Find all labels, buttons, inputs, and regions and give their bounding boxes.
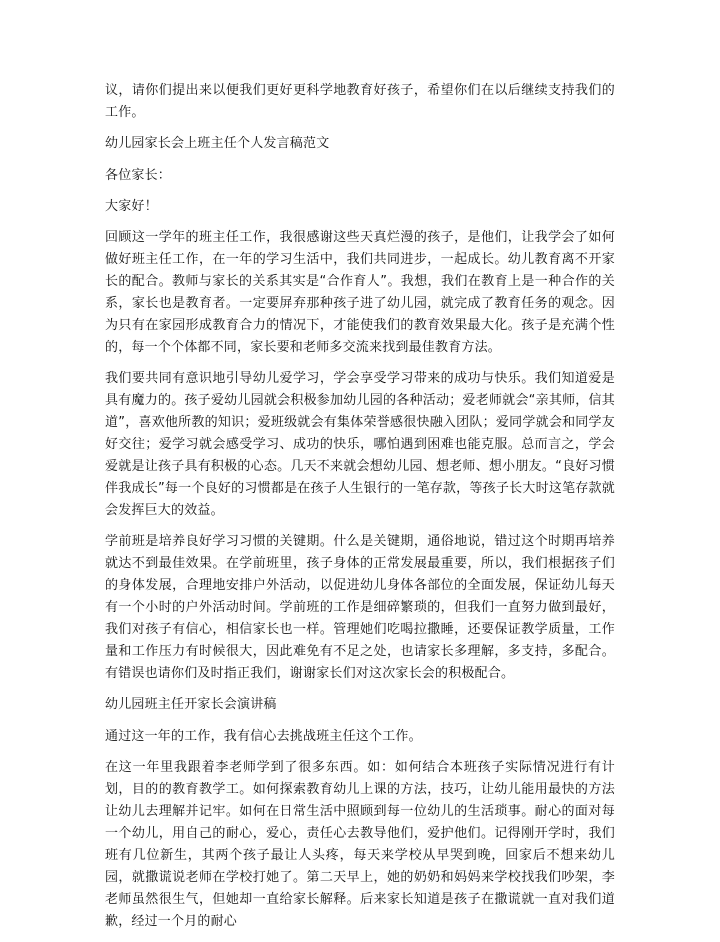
paragraph-love-learning: 我们要共同有意识地引导幼儿爱学习，学会享受学习带来的成功与快乐。我们知道爱是具有魔力的。孩子爱幼儿园就会积极参加幼儿园的各种活动；爱老师就会“亲其师，信其道”，喜欢他所教的知识；爱班级就会有集体荣誉感很快融入团队；爱同学就会和同学友好交往；爱学习就会感受学习、成功的快乐，哪怕遇到困难也能克服。总而言之，学会爱就是让孩子具有积极的心态。几天不来就会想幼儿园、想老师、想小朋友。“良好习惯伴我成长”每一个良好的习惯都是在孩子人生银行的一笔存款，等孩子长大时这笔存款就会发挥巨大的效益。 — [105, 371, 615, 518]
paragraph-learning-year: 在这一年里我跟着李老师学到了很多东西。如：如何结合本班孩子实际情况进行有计划，目的的教育教学工。如何探索教育幼儿上课的方法，技巧，让幼儿能用最快的方法让幼儿去理解并记牢。如何在日常生活中照顾到每一位幼儿的生活琐事。耐心的面对每一个幼儿，用自己的耐心，爱心，责任心去教导他们，爱护他们。记得刚开学时，我们班有几位新生，其两个孩子最让人头疼，每天来学校从早哭到晚，回家后不想来幼儿园，就撒谎说老师在学校打她了。第二天早上，她的奶奶和妈妈来学校找我们吵架，李老师虽然很生气，但她却一直给家长解释。后来家长知道是孩子在撒谎就一直对我们道歉，经过一个月的耐心 — [105, 760, 615, 929]
paragraph-confidence: 通过这一年的工作，我有信心去挑战班主任这个工作。 — [105, 729, 422, 744]
paragraph-review: 回顾这一学年的班主任工作，我很感谢这些天真烂漫的孩子，是他们，让我学会了如何做好班主任工作，在一年的学习生活中，我们共同进步，一起成长。幼儿教育离不开家长的配合。教师与家长的关系其实是“合作育人”。我想，我们在教育上是一种合作的关系，家长也是教育者。一定要屏弃那种孩子进了幼儿园，就完成了教育任务的观念。因为只有在家园形成教育合力的情况下，才能使我们的教育效果最大化。孩子是充满个性的，每一个个体都不同，家长要和老师多交流来找到最佳教育方法。 — [105, 230, 615, 355]
section-title-meeting-speech: 幼儿园班主任开家长会演讲稿 — [105, 697, 277, 712]
section-title-speech: 幼儿园家长会上班主任个人发言稿范文 — [105, 136, 330, 151]
salutation: 各位家长： — [105, 168, 172, 183]
paragraph-preschool: 学前班是培养良好学习习惯的关键期。什么是关键期，通俗地说，错过这个时期再培养就达不到最佳效果。在学前班里，孩子身体的正常发展最重要，所以，我们根据孩子们的身体发展，合理地安排户外活动，以促进幼儿身体各部位的全面发展，保证幼儿每天有一个小时的户外活动时间。学前班的工作是细碎繁琐的，但我们一直努力做到最好，我们对孩子有信心，相信家长也一样。管理她们吃喝拉撒睡，还要保证教学质量，工作量和工作压力有时候很大，因此难免有不足之处，也请家长多理解，多支持，多配合。有错误也请你们及时指正我们，谢谢家长们对这次家长会的积极配合。 — [105, 534, 615, 681]
greeting: 大家好！ — [105, 199, 158, 214]
paragraph-closing-fragment: 议，请你们提出来以便我们更好更科学地教育好孩子，希望你们在以后继续支持我们的工作。 — [105, 83, 615, 120]
document-body — [105, 80, 615, 942]
